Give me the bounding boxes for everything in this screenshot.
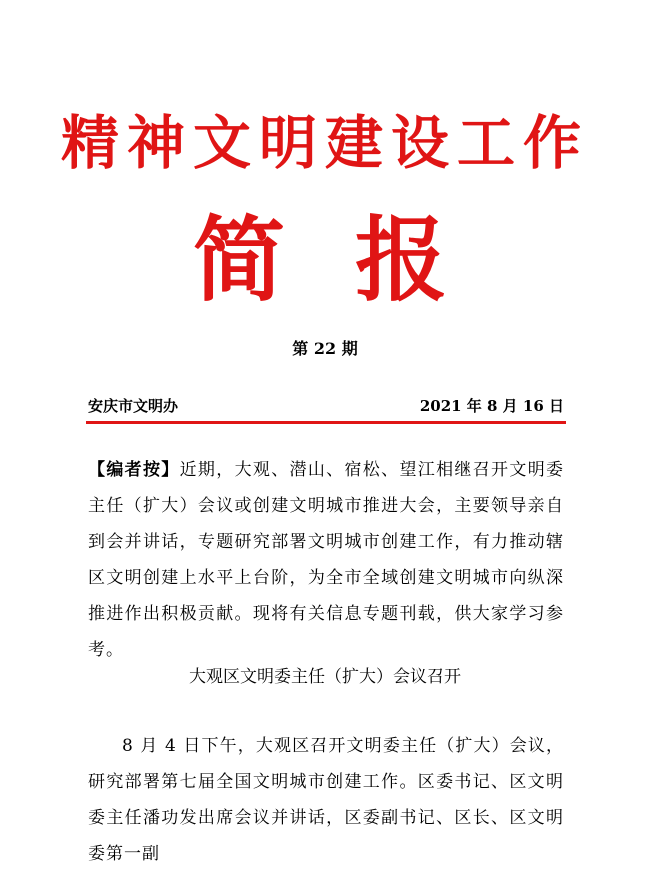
article-body: 8 月 4 日下午，大观区召开文明委主任（扩大）会议，研究部署第七届全国文明城市创建工作。区委书记、区文明委主任潘功发出席会议并讲话，区委副书记、区长、区文明委第一副 bbox=[88, 736, 564, 864]
masthead-title: 精神文明建设工作 bbox=[60, 109, 589, 177]
meta-row bbox=[88, 395, 564, 417]
issuing-office: 安庆市文明办 bbox=[88, 397, 179, 415]
issue-number: 第 22 期 bbox=[292, 339, 358, 358]
editor-note bbox=[88, 452, 564, 668]
masthead-subtitle: 简报 bbox=[192, 206, 517, 314]
article-title: 大观区文明委主任（扩大）会议召开 bbox=[189, 667, 461, 687]
editor-note-lead: 【编者按】 bbox=[88, 460, 180, 480]
editor-note-text: 近期，大观、潜山、宿松、望江相继召开文明委主任（扩大）会议或创建文明城市推进大会，主要领导亲自到会并讲话，专题研究部署文明城市创建工作，有力推动辖区文明创建上水平上台阶，为全市全域创建文明城市向纵深推进作出积极贡献。现将有关信息专题刊载，供大家学习参考。 bbox=[88, 460, 565, 660]
issue-date: 2021 年 8 月 16 日 bbox=[419, 397, 564, 415]
red-divider bbox=[86, 421, 566, 424]
